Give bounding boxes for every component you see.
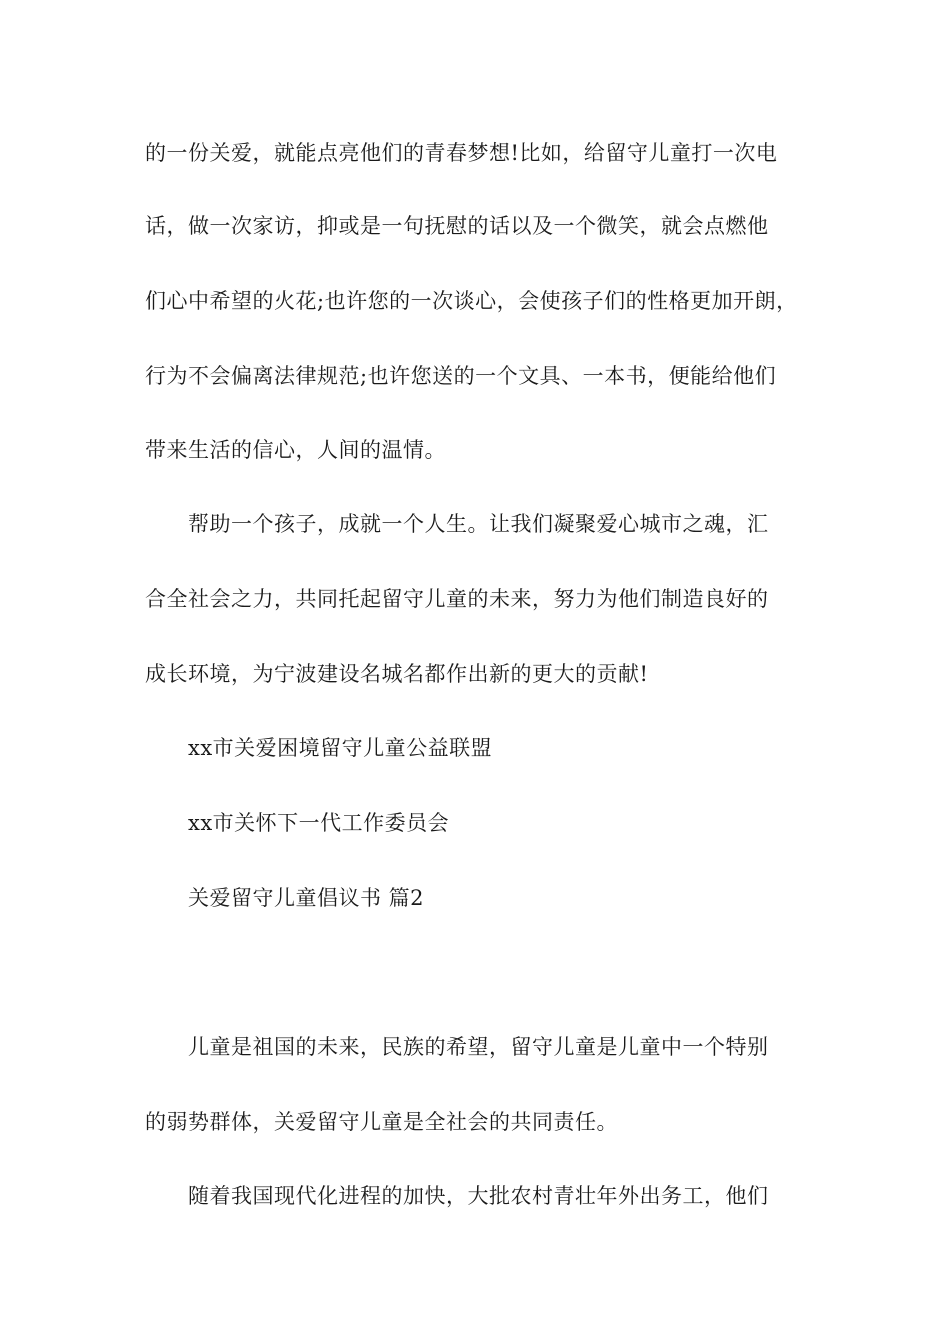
paragraph-line: 行为不会偏离法律规范;也许您送的一个文具、一本书，便能给他们 bbox=[145, 364, 777, 388]
paragraph-line: 话，做一次家访，抑或是一句抚慰的话以及一个微笑，就会点燃他 bbox=[145, 214, 769, 238]
paragraph-line: 成长环境，为宁波建设名城名都作出新的更大的贡献! bbox=[145, 662, 649, 686]
paragraph-line: 带来生活的信心，人间的温情。 bbox=[145, 438, 446, 462]
paragraph-line: 的一份关爱，就能点亮他们的青春梦想!比如，给留守儿童打一次电 bbox=[145, 141, 778, 165]
paragraph-line: 合全社会之力，共同托起留守儿童的未来，努力为他们制造良好的 bbox=[145, 587, 769, 611]
paragraph-line: 们心中希望的火花;也许您的一次谈心，会使孩子们的性格更加开朗， bbox=[145, 289, 798, 313]
signature-line: xx市关怀下一代工作委员会 bbox=[188, 811, 450, 835]
paragraph-line: 随着我国现代化进程的加快，大批农村青壮年外出务工，他们 bbox=[188, 1184, 769, 1208]
section-heading: 关爱留守儿童倡议书 篇2 bbox=[188, 886, 425, 910]
paragraph-line: 儿童是祖国的未来，民族的希望，留守儿童是儿童中一个特别 bbox=[188, 1035, 769, 1059]
signature-line: xx市关爱困境留守儿童公益联盟 bbox=[188, 736, 493, 760]
paragraph-line: 帮助一个孩子，成就一个人生。让我们凝聚爱心城市之魂，汇 bbox=[188, 512, 769, 536]
paragraph-line: 的弱势群体，关爱留守儿童是全社会的共同责任。 bbox=[145, 1110, 618, 1134]
